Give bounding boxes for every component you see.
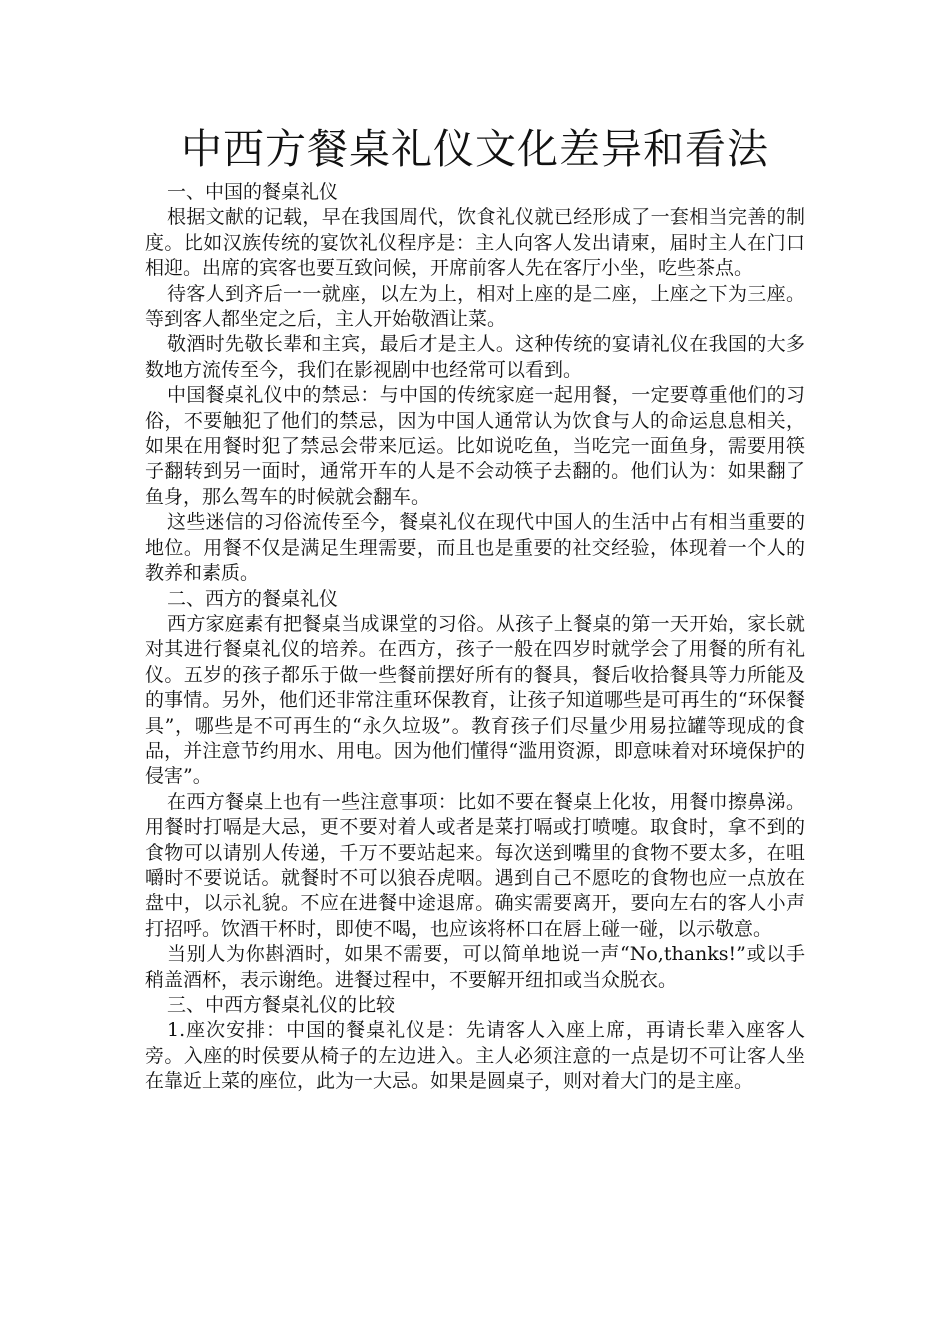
document-page — [145, 118, 805, 1095]
paragraph: 中国餐桌礼仪中的禁忌：与中国的传统家庭一起用餐，一定要尊重他们的习俗，不要触犯了他们的禁忌，因为中国人通常认为饮食与人的命运息息相关，如果在用餐时犯了禁忌会带来厄运。比如说吃鱼，当吃完一面鱼身，需要用筷子翻转到另一面时，通常开车的人是不会动筷子去翻的。他们认为：如果翻了鱼身，那么驾车的时候就会翻车。 — [145, 384, 805, 508]
section-comparison — [145, 993, 805, 1095]
section-heading: 一、中国的餐桌礼仪 — [167, 181, 339, 203]
paragraph: 这些迷信的习俗流传至今，餐桌礼仪在现代中国人的生活中占有相当重要的地位。用餐不仅是满足生理需要，而且也是重要的社交经验，体现着一个人的教养和素质。 — [145, 511, 805, 585]
paragraph: 敬酒时先敬长辈和主宾，最后才是主人。这种传统的宴请礼仪在我国的大多数地方流传至今，我们在影视剧中也经常可以看到。 — [145, 333, 805, 381]
paragraph: 根据文献的记载，早在我国周代，饮食礼仪就已经形成了一套相当完善的制度。比如汉族传统的宴饮礼仪程序是：主人向客人发出请柬，届时主人在门口相迎。出席的宾客也要互致问候，开席前客人先在客厅小坐，吃些茶点。 — [145, 206, 805, 280]
section-heading: 三、中西方餐桌礼仪的比较 — [167, 994, 396, 1016]
document-title: 中西方餐桌礼仪文化差异和看法 — [181, 125, 769, 173]
paragraph: 西方家庭素有把餐桌当成课堂的习俗。从孩子上餐桌的第一天开始，家长就对其进行餐桌礼仪的培养。在西方，孩子一般在四岁时就学会了用餐的所有礼仪。五岁的孩子都乐于做一些餐前摆好所有的餐具，餐后收拾餐具等力所能及的事情。另外，他们还非常注重环保教育，让孩子知道哪些是可再生的“环保餐具”，哪些是不可再生的“永久垃圾”。教育孩子们尽量少用易拉罐等现成的食品，并注意节约用水、用电。因为他们懂得“滥用资源，即意味着对环境保护的侵害”。 — [145, 612, 805, 788]
section-chinese-etiquette — [145, 180, 805, 587]
section-western-etiquette — [145, 587, 805, 994]
paragraph: 在西方餐桌上也有一些注意事项：比如不要在餐桌上化妆，用餐巾擦鼻涕。用餐时打嗝是大忌，更不要对着人或者是菜打嗝或打喷嚏。取食时，拿不到的食物可以请别人传递，千万不要站起来。每次送到嘴里的食物不要太多，在咀嚼时不要说话。就餐时不可以狼吞虎咽。遇到自己不愿吃的食物也应一点放在盘中，以示礼貌。不应在进餐中途退席。确实需要离开，要向左右的客人小声打招呼。饮酒干杯时，即使不喝，也应该将杯口在唇上碰一碰，以示敬意。 — [145, 790, 805, 940]
paragraph: 1.座次安排：中国的餐桌礼仪是：先请客人入座上席，再请长辈入座客人旁。入座的时侯要从椅子的左边进入。主人必须注意的一点是切不可让客人坐在靠近上菜的座位，此为一大忌。如果是圆桌子，则对着大门的是主座。 — [145, 1019, 805, 1093]
section-heading: 二、西方的餐桌礼仪 — [167, 587, 339, 610]
paragraph: 当别人为你斟酒时，如果不需要，可以简单地说一声“No,thanks!”或以手稍盖酒杯，表示谢绝。进餐过程中，不要解开纽扣或当众脱衣。 — [145, 943, 805, 991]
paragraph: 待客人到齐后一一就座，以左为上，相对上座的是二座，上座之下为三座。等到客人都坐定之后，主人开始敬酒让菜。 — [145, 282, 805, 331]
